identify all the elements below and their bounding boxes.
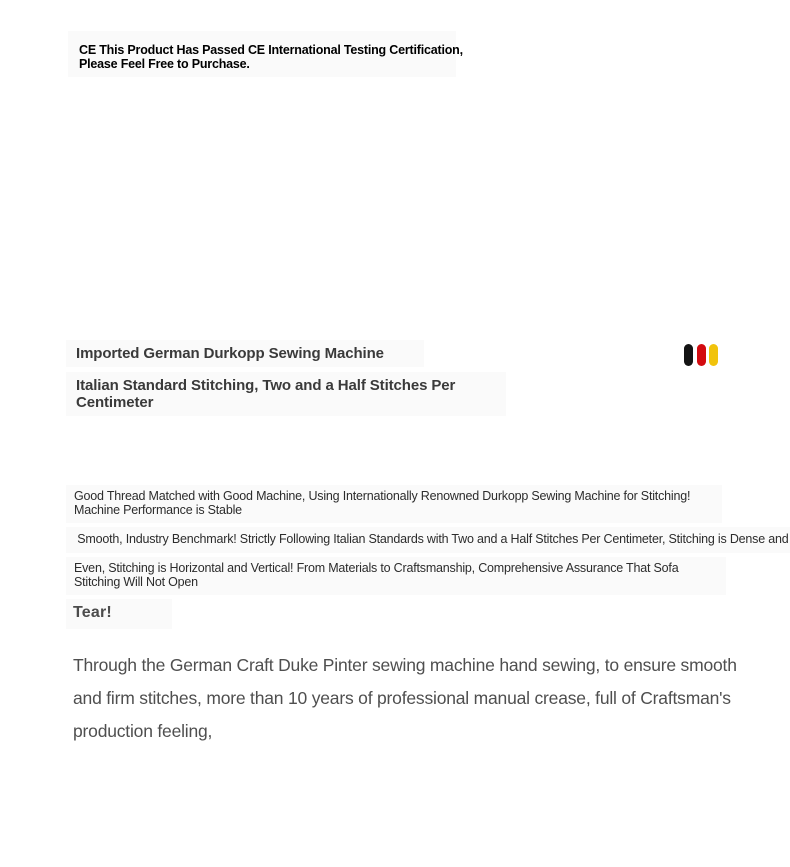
paragraph-even xyxy=(74,562,678,589)
german-flag-icon xyxy=(684,344,718,366)
paragraph-line: Even, Stitching is Horizontal and Vertical! From Materials to Craftsmanship, Comprehensive Assurance That Sofa xyxy=(74,561,679,575)
ce-notice-line: Please Feel Free to Purchase. xyxy=(79,56,250,71)
bottom-paragraph xyxy=(73,649,737,748)
bottom-paragraph-line: Through the German Craft Duke Pinter sewing machine hand sewing, to ensure smooth xyxy=(73,655,737,675)
ce-notice-line: CE This Product Has Passed CE International Testing Certification, xyxy=(79,43,463,57)
flag-bar-black xyxy=(684,344,693,366)
subtitle-line: Centimeter xyxy=(76,394,154,411)
paragraph-smooth: Smooth, Industry Benchmark! Strictly Following Italian Standards with Two and a Half Stitches Per Centimeter, Stitching is Dense and xyxy=(74,532,789,546)
flag-bar-yellow xyxy=(709,344,718,366)
paragraph-line: Stitching Will Not Open xyxy=(74,574,198,589)
ce-certification-notice xyxy=(79,44,463,71)
flag-bar-red xyxy=(697,344,706,366)
paragraph-line: Good Thread Matched with Good Machine, Using Internationally Renowned Durkopp Sewing Machine for Stitching! xyxy=(74,489,691,503)
bottom-paragraph-line: and firm stitches, more than 10 years of professional manual crease, full of Craftsman's xyxy=(73,688,731,708)
paragraph-line: Machine Performance is Stable xyxy=(74,502,242,517)
subtitle-line: Italian Standard Stitching, Two and a Half Stitches Per xyxy=(76,377,456,394)
product-subtitle xyxy=(76,377,455,411)
product-title: Imported German Durkopp Sewing Machine xyxy=(76,345,384,362)
bottom-paragraph-line: production feeling, xyxy=(73,721,213,741)
paragraph-thread xyxy=(74,490,690,517)
paragraph-tear: Tear! xyxy=(73,604,112,621)
